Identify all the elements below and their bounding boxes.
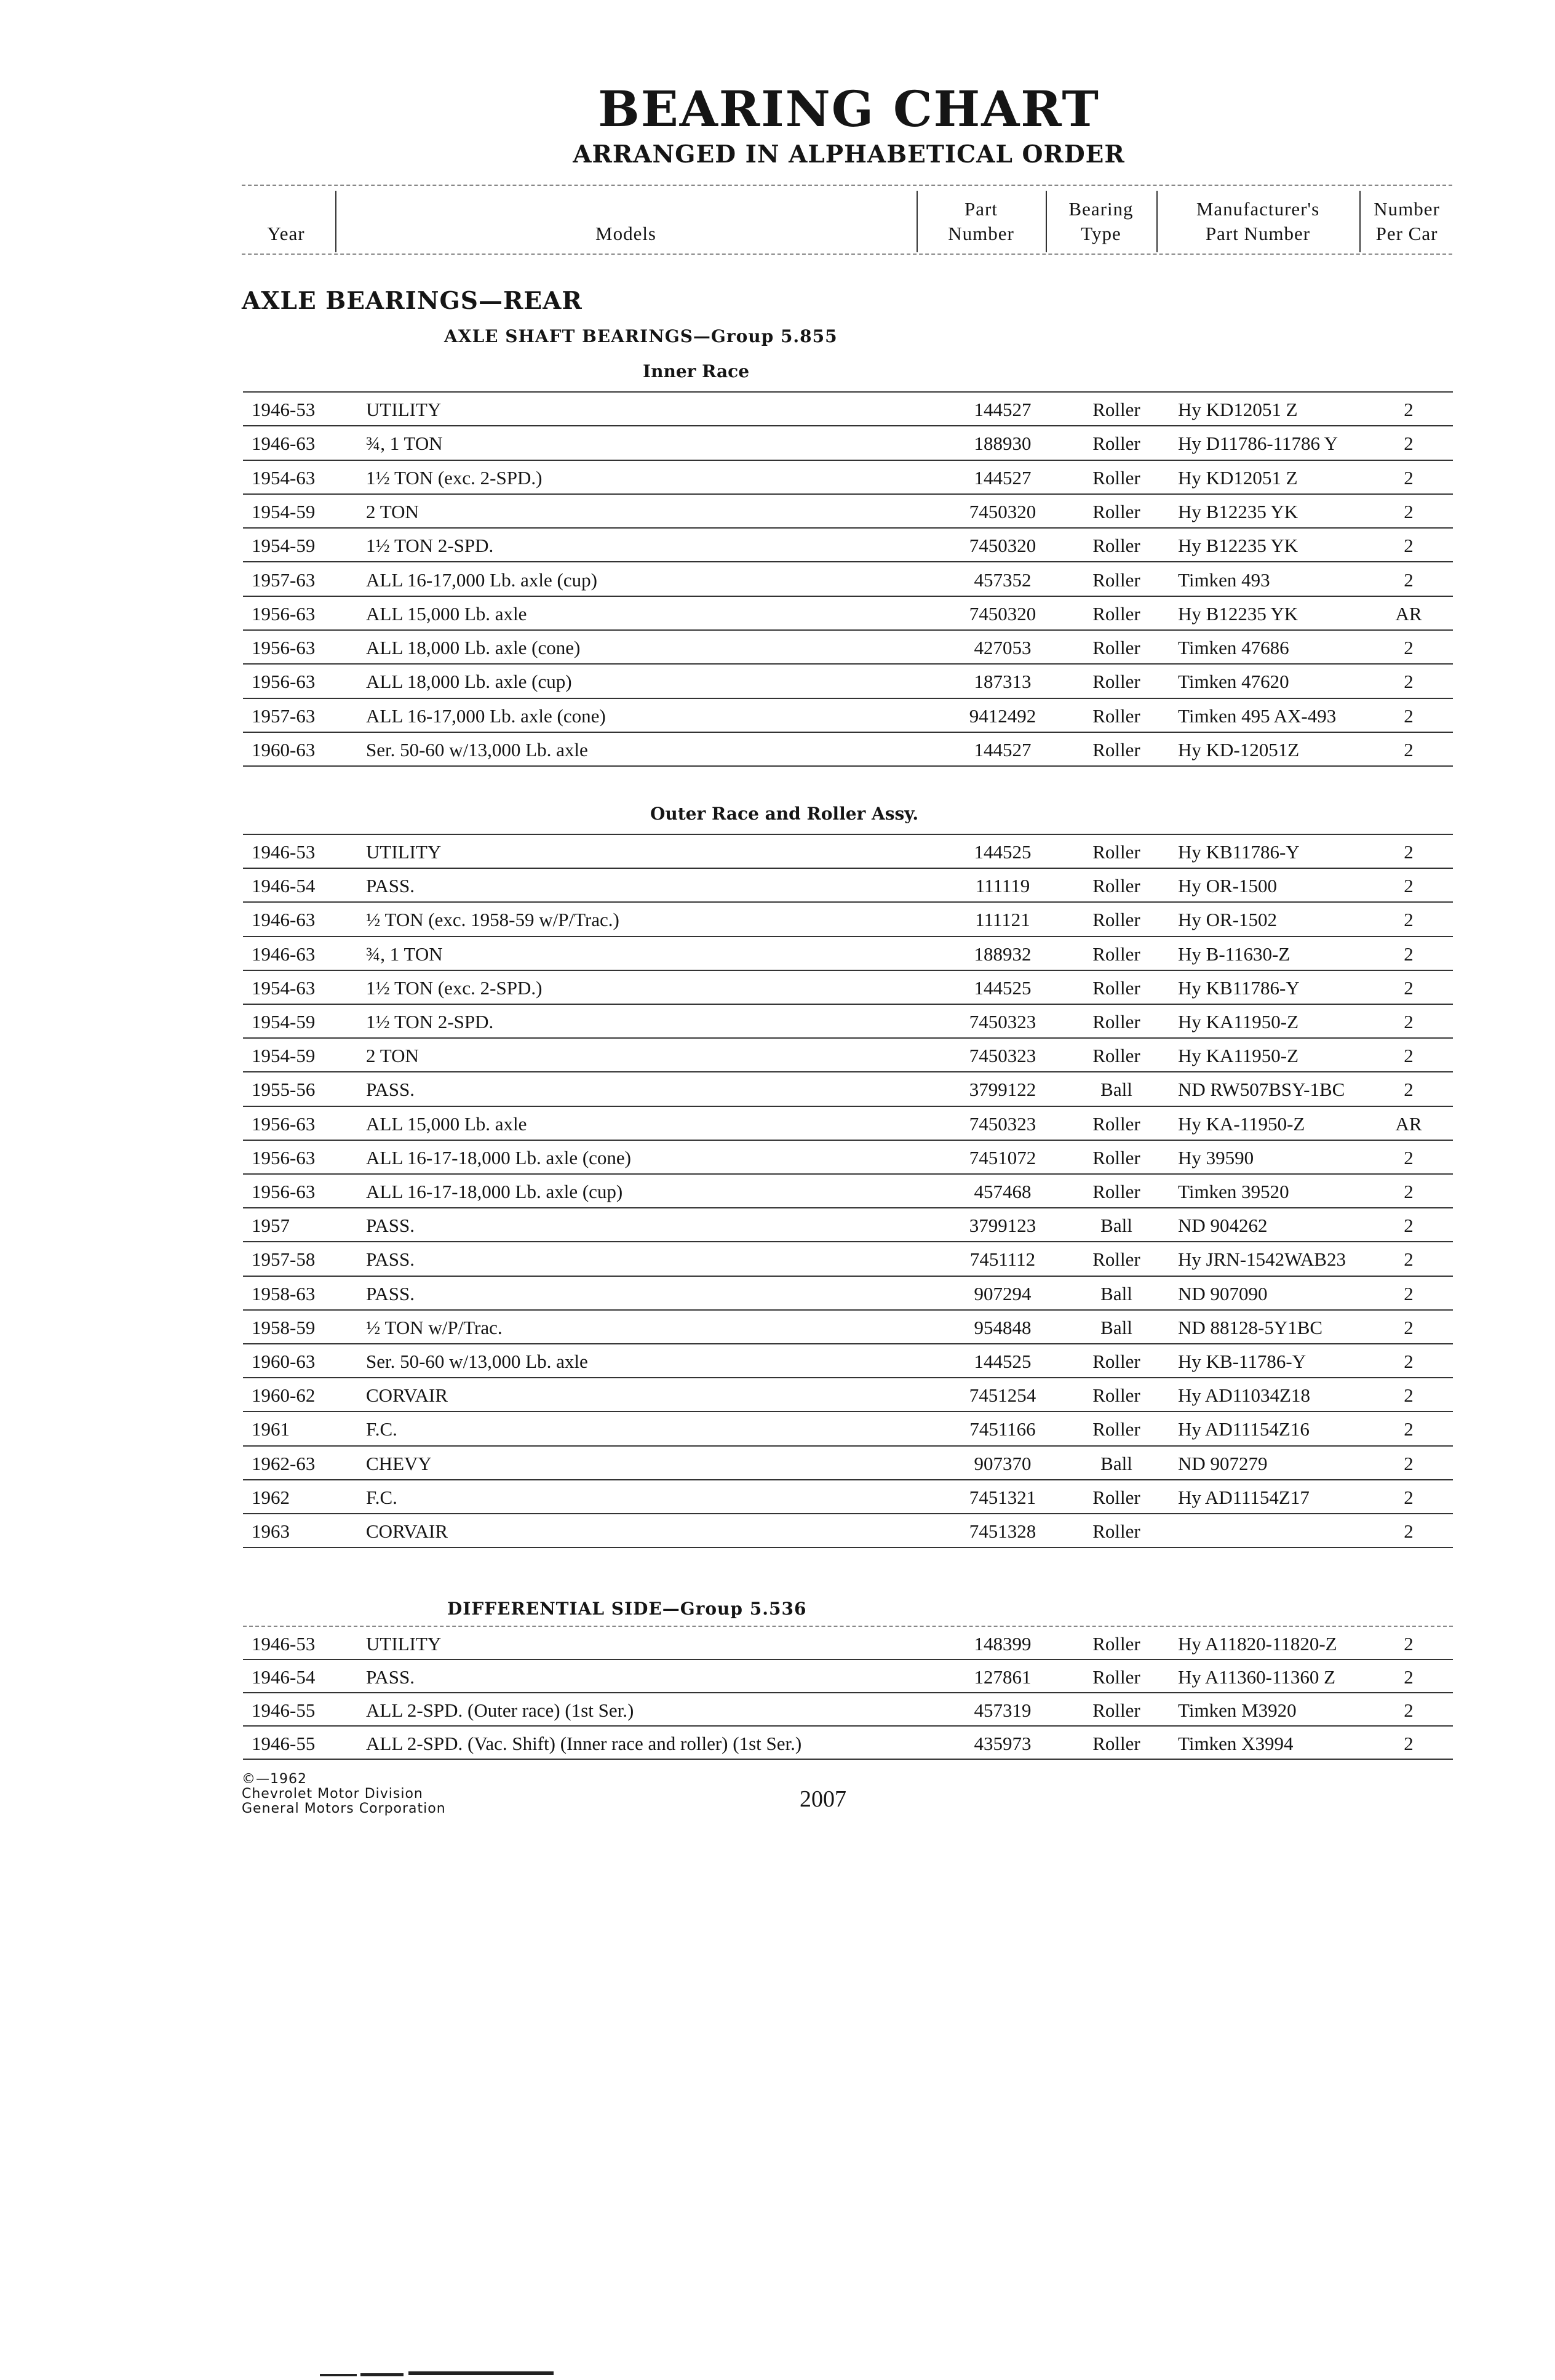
year-cell: 1946-63 xyxy=(252,943,316,965)
model-cell: ALL 18,000 Lb. axle (cone) xyxy=(366,637,581,659)
bearing-type-cell: Roller xyxy=(1092,1486,1140,1508)
bearing-type-cell: Roller xyxy=(1092,637,1140,659)
table-row xyxy=(243,1208,1453,1242)
model-cell: PASS. xyxy=(366,1248,415,1271)
table-row xyxy=(243,699,1453,733)
mfr-part-number-cell: Hy KA11950-Z xyxy=(1178,1045,1299,1067)
bearing-type-cell: Roller xyxy=(1092,535,1140,557)
mfr-part-number-cell: Hy OR-1502 xyxy=(1178,909,1278,931)
part-number-cell: 144525 xyxy=(974,976,1032,999)
part-number-cell: 907294 xyxy=(974,1282,1032,1304)
mfr-part-number-cell: Hy OR-1500 xyxy=(1178,875,1278,897)
mfr-part-number-cell: Hy B-11630-Z xyxy=(1178,943,1291,965)
bearing-type-cell: Roller xyxy=(1092,1181,1140,1202)
bearing-type-cell: Roller xyxy=(1092,671,1140,693)
bearing-type-cell: Roller xyxy=(1092,1248,1140,1271)
year-cell: 1957-58 xyxy=(252,1248,316,1271)
part-number-cell: 7451112 xyxy=(969,1248,1036,1271)
bearing-type-cell: Roller xyxy=(1092,739,1140,761)
number-per-car-cell: 2 xyxy=(1404,976,1414,999)
column-header-mfr-part-number: Manufacturer's Part Number xyxy=(1196,198,1320,244)
part-number-cell: 435973 xyxy=(974,1733,1032,1754)
bearing-type-cell: Roller xyxy=(1092,1146,1140,1168)
page-subtitle: ARRANGED IN ALPHABETICAL ORDER xyxy=(573,140,1125,169)
number-per-car-cell: 2 xyxy=(1404,1045,1414,1067)
number-per-car-cell: 2 xyxy=(1404,569,1414,591)
mfr-part-number-cell: Hy KD-12051Z xyxy=(1178,739,1300,761)
number-per-car-cell: 2 xyxy=(1404,1079,1414,1101)
table-row xyxy=(243,1627,1453,1660)
number-per-car-cell: 2 xyxy=(1404,1215,1414,1237)
model-cell: CHEVY xyxy=(366,1452,432,1474)
mfr-part-number-cell: Hy KA-11950-Z xyxy=(1178,1112,1305,1135)
part-number-cell: 907370 xyxy=(974,1452,1032,1474)
mfr-part-number-cell: Hy B12235 YK xyxy=(1178,602,1298,625)
model-cell: 1½ TON (exc. 2-SPD.) xyxy=(366,976,543,999)
part-number-cell: 3799122 xyxy=(969,1079,1036,1101)
bearing-type-cell: Roller xyxy=(1092,1112,1140,1135)
column-header-number-per-car: Number Per Car xyxy=(1374,198,1440,244)
year-cell: 1956-63 xyxy=(252,602,316,625)
number-per-car-cell: 2 xyxy=(1404,841,1414,863)
number-per-car-cell: 2 xyxy=(1404,433,1414,455)
table-row xyxy=(243,1447,1453,1480)
year-cell: 1955-56 xyxy=(252,1079,316,1101)
header-bottom-rule xyxy=(242,254,1452,255)
number-per-car-cell: 2 xyxy=(1404,1248,1414,1271)
number-per-car-cell: 2 xyxy=(1404,1351,1414,1372)
year-cell: 1960-63 xyxy=(252,1351,316,1372)
part-number-cell: 7450323 xyxy=(969,1011,1036,1032)
year-cell: 1954-63 xyxy=(252,976,316,999)
part-number-cell: 148399 xyxy=(974,1633,1032,1655)
corporation-name: General Motors Corporation xyxy=(242,1801,446,1816)
table-row xyxy=(243,597,1453,631)
table-row xyxy=(243,495,1453,529)
number-per-car-cell: 2 xyxy=(1404,500,1414,522)
model-cell: 2 TON xyxy=(366,1045,419,1067)
model-cell: PASS. xyxy=(366,1666,415,1688)
table-row xyxy=(243,1107,1453,1141)
mfr-part-number-cell: Timken 495 AX-493 xyxy=(1178,705,1337,727)
mfr-part-number-cell: Hy KD12051 Z xyxy=(1178,399,1298,420)
bearing-type-cell: Ball xyxy=(1100,1452,1132,1474)
model-cell: ¾, 1 TON xyxy=(366,943,443,965)
part-number-cell: 7451328 xyxy=(969,1520,1036,1542)
section-title: AXLE BEARINGS—REAR xyxy=(242,287,583,315)
number-per-car-cell: 2 xyxy=(1404,1733,1414,1754)
mfr-part-number-cell: ND 904262 xyxy=(1178,1215,1268,1237)
table-row xyxy=(243,1480,1453,1514)
number-per-car-cell: 2 xyxy=(1404,1418,1414,1440)
part-number-cell: 3799123 xyxy=(969,1215,1036,1237)
number-per-car-cell: 2 xyxy=(1404,1181,1414,1202)
number-per-car-cell: 2 xyxy=(1404,1146,1414,1168)
mfr-part-number-cell: Hy B12235 YK xyxy=(1178,535,1298,557)
year-cell: 1962-63 xyxy=(252,1452,316,1474)
year-cell: 1946-53 xyxy=(252,841,316,863)
part-number-cell: 144525 xyxy=(974,841,1032,863)
number-per-car-cell: 2 xyxy=(1404,1699,1414,1721)
mfr-part-number-cell: Hy JRN-1542WAB23 xyxy=(1178,1248,1346,1271)
year-cell: 1956-63 xyxy=(252,1181,316,1202)
bearing-type-cell: Roller xyxy=(1092,705,1140,727)
table-row xyxy=(243,426,1453,460)
year-cell: 1946-53 xyxy=(252,1633,316,1655)
year-cell: 1954-59 xyxy=(252,1011,316,1032)
bearing-type-cell: Roller xyxy=(1092,569,1140,591)
mfr-part-number-cell: Timken 47620 xyxy=(1178,671,1289,693)
part-number-cell: 144527 xyxy=(974,466,1032,489)
column-header-year: Year xyxy=(267,223,305,244)
number-per-car-cell: 2 xyxy=(1404,705,1414,727)
model-cell: ¾, 1 TON xyxy=(366,433,443,455)
part-number-cell: 427053 xyxy=(974,637,1032,659)
year-cell: 1954-59 xyxy=(252,500,316,522)
bearing-type-cell: Roller xyxy=(1092,1733,1140,1754)
year-cell: 1960-63 xyxy=(252,739,316,761)
year-cell: 1957-63 xyxy=(252,705,316,727)
bearing-type-cell: Roller xyxy=(1092,1418,1140,1440)
model-cell: ALL 18,000 Lb. axle (cup) xyxy=(366,671,572,693)
number-per-car-cell: 2 xyxy=(1404,1633,1414,1655)
model-cell: Ser. 50-60 w/13,000 Lb. axle xyxy=(366,1351,588,1372)
mfr-part-number-cell: Timken 493 xyxy=(1178,569,1270,591)
model-cell: PASS. xyxy=(366,1215,415,1237)
mfr-part-number-cell: ND 907090 xyxy=(1178,1282,1268,1304)
number-per-car-cell: 2 xyxy=(1404,535,1414,557)
table-row xyxy=(243,903,1453,936)
mfr-part-number-cell: Hy KB-11786-Y xyxy=(1178,1351,1306,1372)
table-row xyxy=(243,1693,1453,1727)
mfr-part-number-cell: Timken X3994 xyxy=(1178,1733,1294,1754)
bearing-type-cell: Roller xyxy=(1092,1699,1140,1721)
bearing-type-cell: Roller xyxy=(1092,500,1140,522)
number-per-car-cell: AR xyxy=(1395,1112,1422,1135)
year-cell: 1946-55 xyxy=(252,1699,316,1721)
model-cell: CORVAIR xyxy=(366,1520,448,1542)
model-cell: ALL 15,000 Lb. axle xyxy=(366,602,527,625)
bearing-type-cell: Roller xyxy=(1092,1045,1140,1067)
table-row xyxy=(243,393,1453,426)
part-number-cell: 457352 xyxy=(974,569,1032,591)
number-per-car-cell: 2 xyxy=(1404,1452,1414,1474)
subhead-outer-race: Outer Race and Roller Assy. xyxy=(650,804,919,824)
mfr-part-number-cell: Hy B12235 YK xyxy=(1178,500,1298,522)
bearing-type-cell: Roller xyxy=(1092,1633,1140,1655)
year-cell: 1946-54 xyxy=(252,1666,316,1688)
year-cell: 1957 xyxy=(252,1215,290,1237)
table-row xyxy=(243,937,1453,971)
header-divider xyxy=(917,191,918,252)
bearing-type-cell: Roller xyxy=(1092,1011,1140,1032)
number-per-car-cell: 2 xyxy=(1404,1666,1414,1688)
year-cell: 1946-53 xyxy=(252,399,316,420)
year-cell: 1960-62 xyxy=(252,1384,316,1407)
part-number-cell: 7450320 xyxy=(969,535,1036,557)
part-number-cell: 7451166 xyxy=(969,1418,1036,1440)
header-divider xyxy=(1046,191,1047,252)
bearing-type-cell: Roller xyxy=(1092,1351,1140,1372)
mfr-part-number-cell: Hy KD12051 Z xyxy=(1178,466,1298,489)
table-row xyxy=(243,631,1453,665)
year-cell: 1958-59 xyxy=(252,1316,316,1338)
number-per-car-cell: 2 xyxy=(1404,1282,1414,1304)
part-number-cell: 127861 xyxy=(974,1666,1032,1688)
model-cell: PASS. xyxy=(366,875,415,897)
table-row xyxy=(243,563,1453,597)
part-number-cell: 7450323 xyxy=(969,1045,1036,1067)
part-number-cell: 954848 xyxy=(974,1316,1032,1338)
bearing-type-cell: Roller xyxy=(1092,602,1140,625)
scan-smudge xyxy=(320,2368,554,2380)
mfr-part-number-cell: Hy D11786-11786 Y xyxy=(1178,433,1338,455)
bearing-type-cell: Ball xyxy=(1100,1316,1132,1338)
number-per-car-cell: 2 xyxy=(1404,1011,1414,1032)
part-number-cell: 144527 xyxy=(974,399,1032,420)
mfr-part-number-cell: ND RW507BSY-1BC xyxy=(1178,1079,1345,1101)
part-number-cell: 7451072 xyxy=(969,1146,1036,1168)
model-cell: Ser. 50-60 w/13,000 Lb. axle xyxy=(366,739,588,761)
year-cell: 1954-63 xyxy=(252,466,316,489)
model-cell: ALL 2-SPD. (Outer race) (1st Ser.) xyxy=(366,1699,634,1721)
column-header-part-number: Part Number xyxy=(948,198,1014,244)
year-cell: 1956-63 xyxy=(252,1112,316,1135)
year-cell: 1958-63 xyxy=(252,1282,316,1304)
year-cell: 1946-63 xyxy=(252,433,316,455)
table-row xyxy=(243,971,1453,1005)
page-title: BEARING CHART xyxy=(598,80,1100,138)
bearing-type-cell: Ball xyxy=(1100,1079,1132,1101)
bearing-type-cell: Roller xyxy=(1092,976,1140,999)
table-row xyxy=(243,1727,1453,1760)
part-number-cell: 7451254 xyxy=(969,1384,1036,1407)
part-number-cell: 457468 xyxy=(974,1181,1032,1202)
year-cell: 1946-54 xyxy=(252,875,316,897)
part-number-cell: 7450320 xyxy=(969,602,1036,625)
model-cell: F.C. xyxy=(366,1418,397,1440)
year-cell: 1946-63 xyxy=(252,909,316,931)
year-cell: 1956-63 xyxy=(252,1146,316,1168)
year-cell: 1954-59 xyxy=(252,1045,316,1067)
model-cell: ALL 16-17,000 Lb. axle (cone) xyxy=(366,705,606,727)
model-cell: 1½ TON 2-SPD. xyxy=(366,535,494,557)
year-cell: 1961 xyxy=(252,1418,290,1440)
number-per-car-cell: 2 xyxy=(1404,637,1414,659)
bearing-type-cell: Roller xyxy=(1092,1666,1140,1688)
bearing-type-cell: Roller xyxy=(1092,466,1140,489)
part-number-cell: 7450323 xyxy=(969,1112,1036,1135)
year-cell: 1962 xyxy=(252,1486,290,1508)
division-name: Chevrolet Motor Division xyxy=(242,1786,423,1802)
part-number-cell: 188930 xyxy=(974,433,1032,455)
number-per-car-cell: 2 xyxy=(1404,1486,1414,1508)
mfr-part-number-cell: Hy A11820-11820-Z xyxy=(1178,1633,1337,1655)
year-cell: 1957-63 xyxy=(252,569,316,591)
year-cell: 1963 xyxy=(252,1520,290,1542)
number-per-car-cell: 2 xyxy=(1404,875,1414,897)
number-per-car-cell: AR xyxy=(1395,602,1422,625)
table-row xyxy=(243,733,1453,767)
model-cell: UTILITY xyxy=(366,399,442,420)
bearing-type-cell: Roller xyxy=(1092,943,1140,965)
mfr-part-number-cell: Hy KB11786-Y xyxy=(1178,976,1300,999)
bearing-type-cell: Roller xyxy=(1092,841,1140,863)
bearing-type-cell: Roller xyxy=(1092,909,1140,931)
number-per-car-cell: 2 xyxy=(1404,399,1414,420)
table-row xyxy=(243,529,1453,562)
mfr-part-number-cell: Timken M3920 xyxy=(1178,1699,1297,1721)
header-divider xyxy=(1156,191,1158,252)
table-row xyxy=(243,1277,1453,1311)
mfr-part-number-cell: ND 907279 xyxy=(1178,1452,1268,1474)
header-top-rule xyxy=(242,185,1452,186)
column-header-models: Models xyxy=(595,223,656,244)
table-row xyxy=(243,1175,1453,1208)
part-number-cell: 9412492 xyxy=(969,705,1036,727)
model-cell: CORVAIR xyxy=(366,1384,448,1407)
year-cell: 1946-55 xyxy=(252,1733,316,1754)
table-row xyxy=(243,1072,1453,1106)
model-cell: UTILITY xyxy=(366,841,442,863)
number-per-car-cell: 2 xyxy=(1404,1316,1414,1338)
column-header-bearing-type: Bearing Type xyxy=(1068,198,1134,244)
model-cell: ½ TON w/P/Trac. xyxy=(366,1316,503,1338)
subhead-inner-race: Inner Race xyxy=(643,361,750,381)
part-number-cell: 111121 xyxy=(975,909,1030,931)
model-cell: ALL 16-17-18,000 Lb. axle (cone) xyxy=(366,1146,631,1168)
year-cell: 1954-59 xyxy=(252,535,316,557)
table-row xyxy=(243,1344,1453,1378)
table-row xyxy=(243,869,1453,903)
number-per-car-cell: 2 xyxy=(1404,909,1414,931)
part-number-cell: 144525 xyxy=(974,1351,1032,1372)
table-row xyxy=(243,1311,1453,1344)
group-title-axle-shaft: AXLE SHAFT BEARINGS—Group 5.855 xyxy=(444,326,838,346)
table-row xyxy=(243,461,1453,495)
table-row xyxy=(243,665,1453,698)
mfr-part-number-cell: Hy AD11034Z18 xyxy=(1178,1384,1310,1407)
model-cell: ALL 16-17-18,000 Lb. axle (cup) xyxy=(366,1181,623,1202)
model-cell: ALL 16-17,000 Lb. axle (cup) xyxy=(366,569,597,591)
table-row xyxy=(243,1514,1453,1548)
copyright: ©—1962 xyxy=(242,1771,307,1787)
table-row xyxy=(243,1039,1453,1072)
mfr-part-number-cell: Hy 39590 xyxy=(1178,1146,1254,1168)
mfr-part-number-cell: Timken 47686 xyxy=(1178,637,1289,659)
group-title-differential-side: DIFFERENTIAL SIDE—Group 5.536 xyxy=(447,1599,807,1619)
table-row xyxy=(243,1005,1453,1039)
mfr-part-number-cell: Timken 39520 xyxy=(1178,1181,1289,1202)
table-row xyxy=(243,1660,1453,1693)
table-row xyxy=(243,1242,1453,1276)
page-number: 2007 xyxy=(800,1786,846,1812)
bearing-type-cell: Roller xyxy=(1092,1384,1140,1407)
bearing-type-cell: Ball xyxy=(1100,1215,1132,1237)
table-row xyxy=(243,835,1453,869)
mfr-part-number-cell: Hy A11360-11360 Z xyxy=(1178,1666,1336,1688)
mfr-part-number-cell: Hy AD11154Z16 xyxy=(1178,1418,1310,1440)
part-number-cell: 457319 xyxy=(974,1699,1032,1721)
model-cell: 2 TON xyxy=(366,500,419,522)
table-row xyxy=(243,1141,1453,1175)
model-cell: F.C. xyxy=(366,1486,397,1508)
model-cell: 1½ TON 2-SPD. xyxy=(366,1011,494,1032)
part-number-cell: 7450320 xyxy=(969,500,1036,522)
table-row xyxy=(243,1378,1453,1412)
bearing-type-cell: Ball xyxy=(1100,1282,1132,1304)
part-number-cell: 7451321 xyxy=(969,1486,1036,1508)
number-per-car-cell: 2 xyxy=(1404,739,1414,761)
model-cell: ½ TON (exc. 1958-59 w/P/Trac.) xyxy=(366,909,619,931)
mfr-part-number-cell: Hy AD11154Z17 xyxy=(1178,1486,1310,1508)
mfr-part-number-cell: ND 88128-5Y1BC xyxy=(1178,1316,1323,1338)
bearing-type-cell: Roller xyxy=(1092,1520,1140,1542)
mfr-part-number-cell: Hy KA11950-Z xyxy=(1178,1011,1299,1032)
model-cell: 1½ TON (exc. 2-SPD.) xyxy=(366,466,543,489)
year-cell: 1956-63 xyxy=(252,671,316,693)
model-cell: ALL 2-SPD. (Vac. Shift) (Inner race and roller) (1st Ser.) xyxy=(366,1733,802,1754)
part-number-cell: 187313 xyxy=(974,671,1032,693)
bearing-type-cell: Roller xyxy=(1092,433,1140,455)
year-cell: 1956-63 xyxy=(252,637,316,659)
number-per-car-cell: 2 xyxy=(1404,671,1414,693)
publisher-credit xyxy=(242,1772,446,1816)
bearing-type-cell: Roller xyxy=(1092,399,1140,420)
model-cell: PASS. xyxy=(366,1282,415,1304)
mfr-part-number-cell: Hy KB11786-Y xyxy=(1178,841,1300,863)
part-number-cell: 188932 xyxy=(974,943,1032,965)
bearing-type-cell: Roller xyxy=(1092,875,1140,897)
model-cell: ALL 15,000 Lb. axle xyxy=(366,1112,527,1135)
header-divider xyxy=(335,191,336,252)
model-cell: PASS. xyxy=(366,1079,415,1101)
table-row xyxy=(243,1412,1453,1446)
number-per-car-cell: 2 xyxy=(1404,1384,1414,1407)
part-number-cell: 111119 xyxy=(975,875,1030,897)
number-per-car-cell: 2 xyxy=(1404,466,1414,489)
part-number-cell: 144527 xyxy=(974,739,1032,761)
model-cell: UTILITY xyxy=(366,1633,442,1655)
number-per-car-cell: 2 xyxy=(1404,943,1414,965)
number-per-car-cell: 2 xyxy=(1404,1520,1414,1542)
